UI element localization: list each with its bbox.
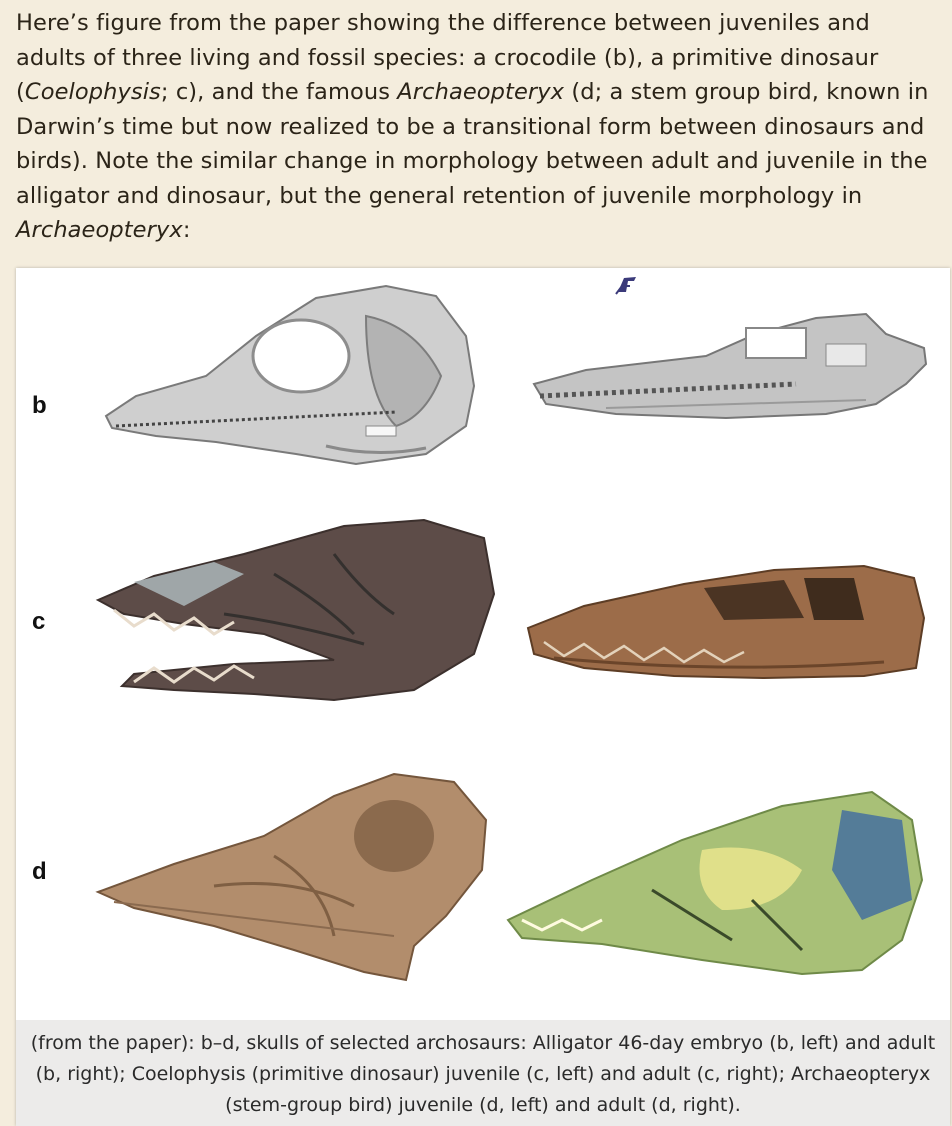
row-label-c: c	[32, 608, 46, 635]
figure-caption: (from the paper): b–d, skulls of selected archosaurs: Alligator 46-day embryo (b, left) and adult (b, right); Coelophysis (primitive dinosaur) juvenile (c, left) and adult (c, right); Archaeopteryx (stem-group bird) juvenile (d, left) and adult (d, right).	[30, 1032, 936, 1116]
intro-text-4: :	[182, 217, 191, 243]
row-label-b: b	[32, 392, 47, 419]
intro-text-1: Here’s figure from the paper showing the difference between juveniles and adults of three living and fossil species: a crocodile (b), a primitive dinosaur (	[16, 10, 879, 105]
coelophysis-adult-skull-image	[524, 558, 934, 698]
row-label-d: d	[32, 858, 47, 885]
coelophysis-juvenile-skull-image	[94, 514, 504, 714]
alligator-embryo-skull-image	[96, 276, 496, 476]
figure-corner-mark	[614, 274, 642, 296]
intro-paragraph	[16, 6, 941, 248]
intro-text-3: (d; a stem group bird, known in Darwin’s time but now realized to be a transitional form between dinosaurs and birds). Note the similar change in morphology between adult and juvenile in the alligator and dinosaur, but the general retention of juvenile morphology in	[16, 79, 929, 209]
figure-panel	[16, 268, 950, 1126]
alligator-adult-skull-image	[526, 304, 936, 434]
archaeopteryx-juvenile-skull-image	[94, 766, 494, 986]
intro-text-2: ; c), and the famous	[160, 79, 398, 105]
archaeopteryx-italic-2: Archaeopteryx	[16, 217, 183, 243]
archaeopteryx-italic: Archaeopteryx	[397, 79, 565, 105]
coelophysis-italic: Coelophysis	[24, 79, 161, 105]
archaeopteryx-adult-skull-image	[502, 780, 932, 980]
